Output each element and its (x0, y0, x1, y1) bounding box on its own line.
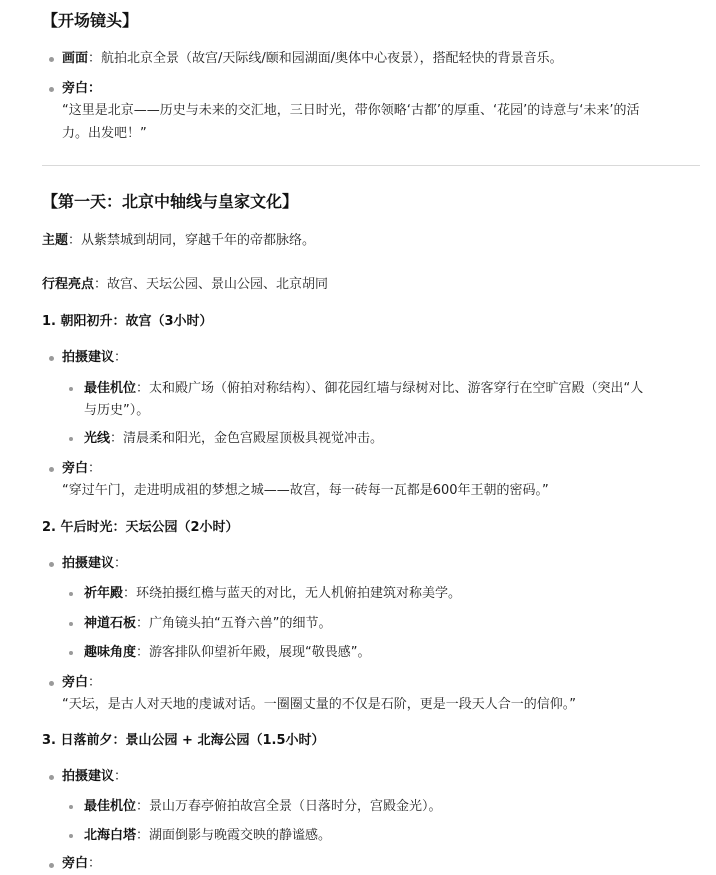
stop1-narration-text: “穿过午门，走进明成祖的梦想之城——故宫，每一砖每一瓦都是600年王朝的密码。” (62, 483, 549, 498)
stop1-tip1-line1: 最佳机位：太和殿广场（俯拍对称结构）、御花园红墙与绿树对比、游客穿行在空旷宫殿（突出“人 (84, 381, 644, 396)
bullet-dot-small (69, 622, 73, 626)
bullet-dot-small (69, 805, 73, 809)
stop1-narration-label: 旁白： (62, 461, 102, 476)
bullet-dot-small (69, 592, 73, 596)
stop3-tips-label: 拍摄建议： (62, 769, 128, 784)
stop3-tip1: 最佳机位：景山万春亭俯拍故宫全景（日落时分，宫殿金光）。 (84, 799, 442, 814)
stop3-title: 3. 日落前夕：景山公园 + 北海公园（1.5小时） (42, 733, 325, 748)
opening-heading: 【开场镜头】 (42, 11, 139, 30)
opening-narration-line1: “这里是北京——历史与未来的交汇地，三日时光，带你领略‘古都’的厚重、‘花园’的诗意与‘未来’的活 (62, 103, 640, 118)
bullet-dot-small (69, 437, 73, 441)
bullet-dot (49, 775, 54, 780)
opening-narration-line2: 力。出发吧！” (62, 126, 147, 141)
stop2-tips-label: 拍摄建议： (62, 556, 128, 571)
bullet-dot-small (69, 651, 73, 655)
stop2-narration-text: “天坛，是古人对天地的虔诚对话。一圈圈丈量的不仅是石阶，更是一段天人合一的信仰。” (62, 697, 576, 712)
stop1-title: 1. 朝阳初升：故宫（3小时） (42, 314, 213, 329)
bullet-dot-small (69, 387, 73, 391)
stop1-tip2: 光线：清晨柔和阳光，金色宫殿屋顶极具视觉冲击。 (84, 431, 384, 446)
opening-narration-label: 旁白： (62, 81, 102, 96)
bullet-dot (49, 562, 54, 567)
picture-label: 画面 (62, 51, 89, 66)
opening-picture-item (62, 48, 563, 70)
bullet-dot (49, 467, 54, 472)
stop2-tip2: 神道石板：广角镜头拍“五脊六兽”的细节。 (84, 616, 332, 631)
bullet-dot (49, 681, 54, 686)
stop2-tip3: 趣味角度：游客排队仰望祈年殿，展现“敬畏感”。 (84, 645, 371, 660)
section-divider (42, 165, 700, 166)
bullet-dot (49, 87, 54, 92)
day1-highlights: 行程亮点：故宫、天坛公园、景山公园、北京胡同 (42, 277, 329, 292)
bullet-dot-small (69, 834, 73, 838)
stop2-title: 2. 午后时光：天坛公园（2小时） (42, 520, 239, 535)
bullet-dot (49, 356, 54, 361)
stop2-narration-label: 旁白： (62, 675, 102, 690)
day1-heading: 【第一天：北京中轴线与皇家文化】 (42, 192, 299, 211)
stop2-tip1: 祈年殿：环绕拍摄红檐与蓝天的对比，无人机俯拍建筑对称美学。 (84, 586, 462, 601)
bullet-dot (49, 57, 54, 62)
stop1-tip1-line2: 与历史”）。 (84, 403, 150, 418)
picture-text: ：航拍北京全景（故宫/天际线/颐和园湖面/奥体中心夜景），搭配轻快的背景音乐。 (88, 51, 563, 66)
day1-theme: 主题：从紫禁城到胡同，穿越千年的帝都脉络。 (42, 233, 316, 248)
stop3-narration-label: 旁白： (62, 856, 102, 871)
stop1-tips-label: 拍摄建议： (62, 350, 128, 365)
stop3-tip2: 北海白塔：湖面倒影与晚霞交映的静谧感。 (84, 828, 332, 843)
bullet-dot (49, 863, 54, 868)
